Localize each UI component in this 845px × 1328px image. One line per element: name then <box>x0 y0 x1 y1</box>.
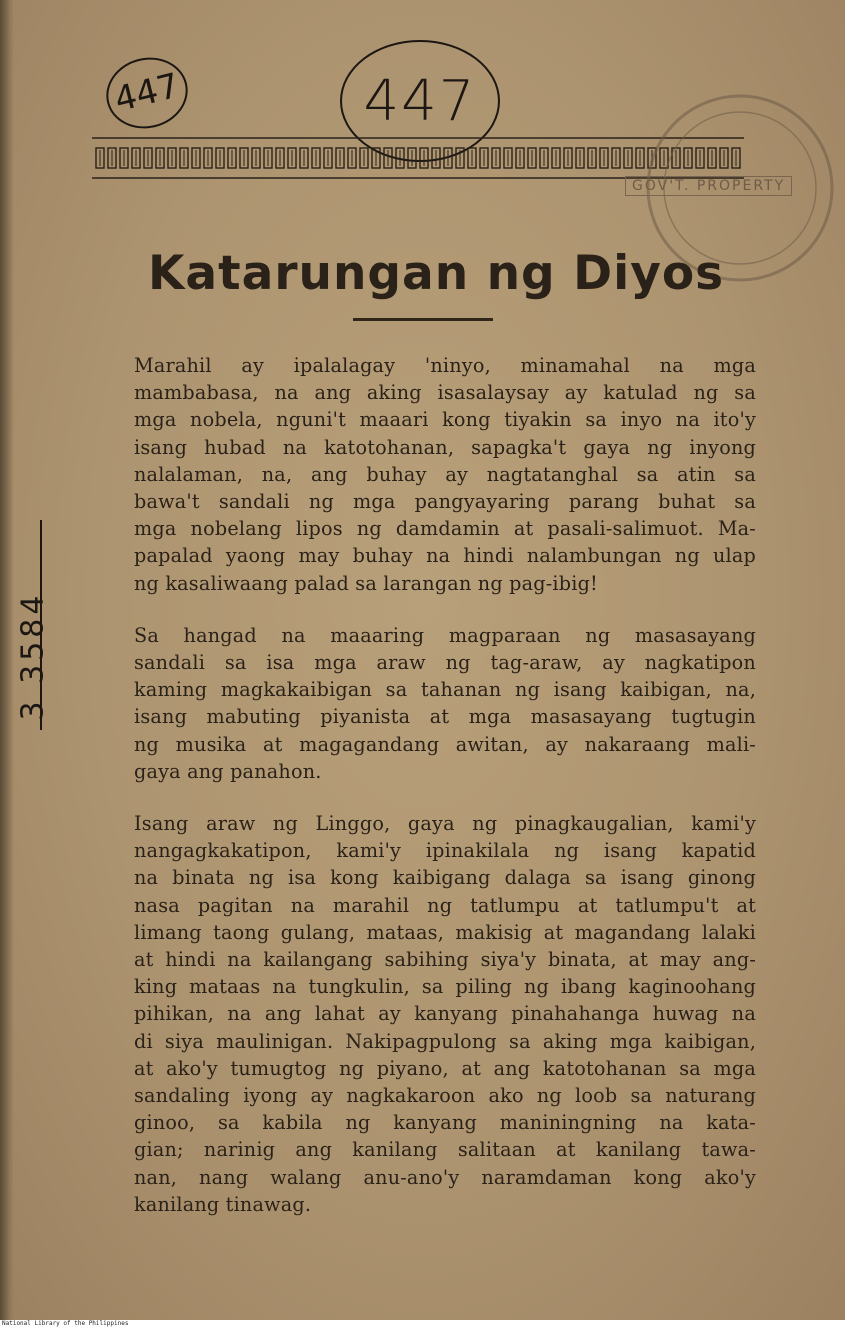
text-line: pihikan, na ang lahat ay kanyang pinahahanga huwag na <box>134 1002 756 1026</box>
text-line: mga nobela, nguni't maaari kong tiyakin sa inyo na ito'y <box>134 408 756 432</box>
text-line: ng musika at magagandang awitan, ay nakaraang mali- <box>134 732 756 756</box>
text-line: mambabasa, na ang aking isasalaysay ay katulad ng sa <box>134 381 756 405</box>
text-line: gian; narinig ang kanilang salitaan at kanilang tawa- <box>134 1138 756 1162</box>
paragraph <box>88 622 756 785</box>
text-line: sandali sa isa mga araw ng tag-araw, ay nagkatipon <box>134 651 756 675</box>
text-line: at ako'y tumugtog ng piyano, at ang katotohanan sa mga <box>134 1056 756 1080</box>
text-line: sandaling iyong ay nagkakaroon ako ng loob sa naturang <box>134 1084 756 1108</box>
text-line: bawa't sandali ng mga pangyayaring parang buhat sa <box>134 490 756 514</box>
text-line: limang taong gulang, mataas, makisig at magandang lalaki <box>134 920 756 944</box>
text-line: mga nobelang lipos ng damdamin at pasali-salimuot. Ma- <box>134 517 756 541</box>
text-line: Isang araw ng Linggo, gaya ng pinagkaugalian, kami'y <box>134 812 756 836</box>
text-line: Marahil ay ipalalagay 'ninyo, minamahal na mga <box>134 354 756 377</box>
page-title: Katarungan ng Diyos <box>148 246 725 301</box>
text-line: na binata ng isa kong kaibigang dalaga sa isang ginong <box>134 866 756 890</box>
margin-handwriting: 3 3584 <box>15 591 51 721</box>
text-line: nan, nang walang anu-ano'y naramdaman kong ako'y <box>134 1165 756 1189</box>
text-line: kaming magkakaibigan sa tahanan ng isang kaibigan, na, <box>134 678 756 702</box>
text-line: Sa hangad na maaaring magparaan ng masasayang <box>134 623 756 647</box>
stamp-label: GOV'T. PROPERTY <box>625 176 792 196</box>
paragraph <box>88 352 756 597</box>
footer-strip <box>0 1320 845 1328</box>
text-line: kanilang tinawag. <box>134 1192 312 1216</box>
text-line: gaya ang panahon. <box>134 759 322 783</box>
text-line: nasa pagitan na marahil ng tatlumpu at tatlumpu't at <box>134 893 756 917</box>
text-line: nangagkakatipon, kami'y ipinakilala ng isang kapatid <box>134 839 756 863</box>
text-line: nalalaman, na, ang buhay ay nagtatanghal sa atin sa <box>134 462 756 486</box>
handwritten-number-large-text: 447 <box>363 68 477 134</box>
handwritten-number-small <box>99 49 195 137</box>
body-text <box>88 352 756 1243</box>
text-line: isang hubad na katotohanan, sapagka't gaya ng inyong <box>134 435 756 459</box>
text-line: king mataas na tungkulin, sa piling ng ibang kaginoohang <box>134 975 756 999</box>
paragraph <box>88 810 756 1218</box>
handwritten-number-small-text: 447 <box>110 65 184 121</box>
text-line: di siya maulinigan. Nakipagpulong sa aking mga kaibigan, <box>134 1029 756 1053</box>
footer-credit: National Library of the Philippines <box>2 1320 129 1327</box>
text-line: ng kasaliwaang palad sa larangan ng pag-ibig! <box>134 571 598 595</box>
text-line: papalad yaong may buhay na hindi nalambungan ng ulap <box>134 544 756 568</box>
text-line: isang mabuting piyanista at mga masasayang tugtugin <box>134 705 756 729</box>
title-underline <box>353 318 493 321</box>
text-line: ginoo, sa kabila ng kanyang maniningning na kata- <box>134 1111 756 1135</box>
text-line: at hindi na kailangang sabihing siya'y binata, at may ang- <box>134 948 756 972</box>
